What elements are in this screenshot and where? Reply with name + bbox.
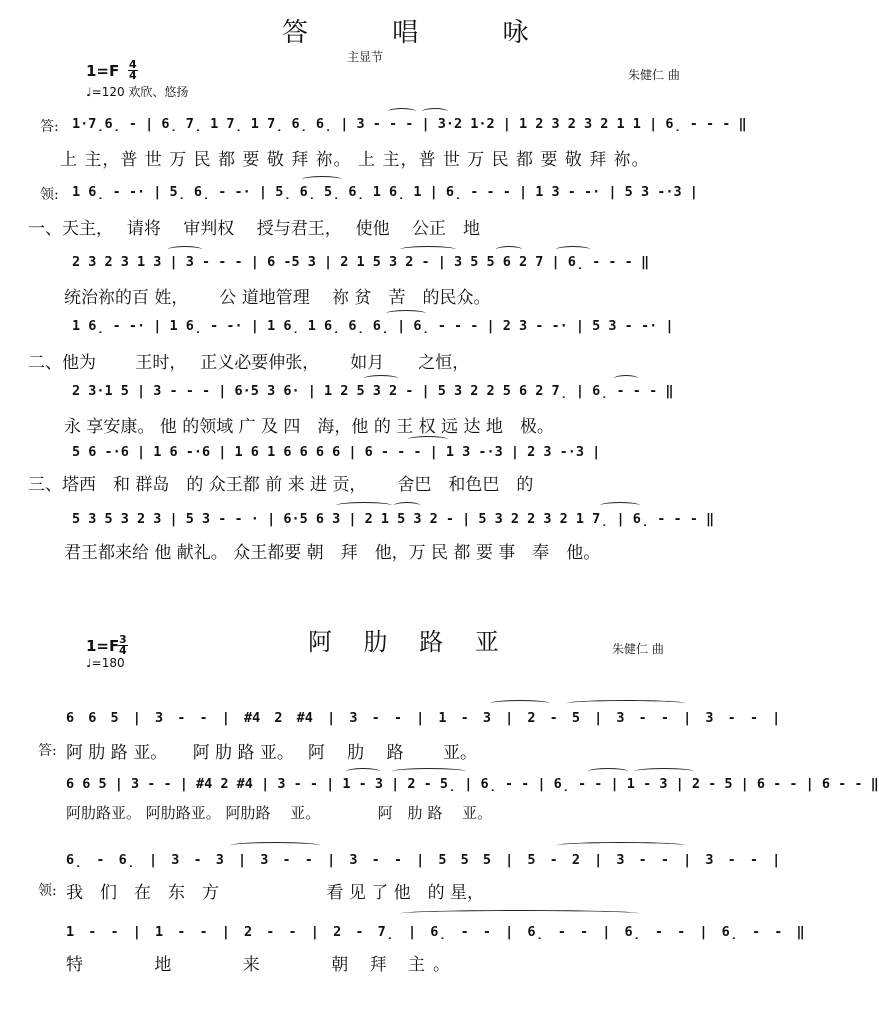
lyric-row: 二、他为 王时， 正义必要伸张， 如月 之恒， (28, 353, 470, 373)
slur (388, 108, 416, 115)
lyric-row: 统治祢的百 姓， 公 道地管理 祢 贫 苦 的民众。 (64, 288, 491, 308)
slur (556, 842, 686, 849)
slur (600, 502, 640, 509)
song1-lyricist: 主显节 (347, 50, 384, 64)
lyric-row: 一、天主， 请将 审判权 授与君王， 使他 公正 地 (28, 219, 481, 239)
row-label: 答: (40, 119, 59, 135)
notation-row: 6 6 5 | 3 - - | #4 2 #4 | 3 - - | 1 - 3 | 2 - 5 | 3 - - | 3 - - | (66, 710, 781, 726)
notation-row: 1 - - | 1 - - | 2 - - | 2 - 7̣ | 6̣ - - | 6̣ - - | 6̣ - - | 6̣ - - ‖ (66, 924, 805, 940)
notation-row: 2 3 2 3 1 3 | 3 - - - | 6 -5 3 | 2 1 5 3 2 - | 3 5 5 6 2 7 | 6̣ - - - ‖ (72, 254, 650, 270)
slur (422, 108, 448, 115)
slur (364, 375, 398, 382)
slur (556, 246, 590, 253)
row-label: 答: (38, 743, 57, 759)
lyric-row: 阿 肋 路 亚。 阿 肋 路 亚。 阿 肋 路 亚。 (66, 743, 478, 763)
slur (408, 436, 448, 443)
lyric-row: 阿肋路亚。 阿肋路亚。 阿肋路 亚。 阿 肋 路 亚。 (66, 804, 493, 822)
slur (614, 375, 638, 382)
song2-title: 阿 肋 路 亚 (308, 628, 511, 656)
song1-time-signature (128, 60, 138, 81)
slur (400, 910, 640, 917)
notation-row: 5 3 5 3 2 3 | 5 3 - - · | 6·5 6 3 | 2 1 5 3 2 - | 5 3 2 2 3 2 1 7̣ | 6̣ - - - ‖ (72, 511, 715, 527)
notation-row: 1 6̣ - -· | 5̣ 6̣ - -· | 5̣ 6̣ 5̣ 6̣ 1 6̣ 1 | 6̣ - - - | 1 3 - -· | 5 3 -·3 | (72, 184, 698, 200)
notation-row: 6 6 5 | 3 - - | #4 2 #4 | 3 - - | 1 - 3 | 2 - 5̣ | 6̣ - - | 6̣ - - | 1 - 3 | 2 - 5 | 6 - - | 6 - - ‖ (66, 776, 879, 792)
lyric-row: 我 们 在 东 方 看 见 了 他 的 星， (66, 883, 485, 903)
slur (496, 246, 522, 253)
notation-row: 2 3·1 5 | 3 - - - | 6·5 3 6· | 1 2 5 3 2 - | 5 3 2 2 5 6 2 7̣ | 6̣ - - - ‖ (72, 383, 674, 399)
lyric-row: 永 享安康。 他 的领域 广 及 四 海，他 的 王 权 远 达 地 极。 (64, 417, 554, 437)
slur (168, 246, 202, 253)
lyric-row: 上 主，普 世 万 民 都 要 敬 拜 祢。 上 主，普 世 万 民 都 要 敬 拜 祢。 (60, 150, 650, 170)
slur (566, 700, 686, 707)
time-bottom: 4 (129, 69, 137, 82)
time-bottom: 4 (119, 644, 127, 657)
time-top: 3 (119, 633, 127, 646)
lyric-row: 三、塔西 和 群岛 的 众王都 前 来 进 贡， 舍巴 和色巴 的 (28, 475, 534, 495)
notation-row: 1·7̣6̣ - | 6̣ 7̣ 1 7̣ 1 7̣ 6̣ 6̣ | 3 - - - | 3·2 1·2 | 1 2 3 2 3 2 1 1 | 6̣ - - - ‖ (72, 116, 747, 132)
song1-title: 答 唱 咏 (282, 18, 567, 48)
song2-tempo: ♩=180 (86, 656, 125, 670)
slur (346, 768, 380, 775)
notation-row: 1 6̣ - -· | 1 6̣ - -· | 1 6̣ 1 6̣ 6̣ 6̣ | 6̣ - - - | 2 3 - -· | 5 3 - -· | (72, 318, 674, 334)
song2-key: 1=F (86, 637, 120, 655)
slur (336, 502, 392, 509)
slur (490, 700, 550, 707)
slur (400, 246, 456, 253)
lyric-row: 君王都来给 他 献礼。 众王都要 朝 拜 他，万 民 都 要 事 奉 他。 (64, 543, 601, 563)
slur (230, 842, 320, 849)
time-top: 4 (129, 58, 137, 71)
slur (588, 768, 628, 775)
row-label: 领: (38, 883, 57, 899)
lyric-row: 特 地 来 朝 拜 主。 (66, 955, 459, 975)
song2-composer: 朱健仁 曲 (612, 642, 664, 656)
song1-tempo: ♩=120 欢欣、悠扬 (86, 85, 189, 99)
slur (394, 502, 420, 509)
slur (386, 310, 426, 317)
slur (302, 176, 342, 183)
song1-composer: 朱健仁 曲 (628, 68, 680, 82)
slur (392, 768, 466, 775)
song2-time-signature (118, 635, 128, 656)
row-label: 领: (40, 187, 59, 203)
notation-row: 6̣ - 6̣ | 3 - 3 | 3 - - | 3 - - | 5 5 5 | 5 - 2 | 3 - - | 3 - - | (66, 852, 781, 868)
song1-key: 1=F (86, 62, 120, 80)
notation-row: 5 6 -·6 | 1 6 -·6 | 1 6 1 6 6 6 6 | 6 - - - | 1 3 -·3 | 2 3 -·3 | (72, 444, 601, 460)
slur (634, 768, 694, 775)
